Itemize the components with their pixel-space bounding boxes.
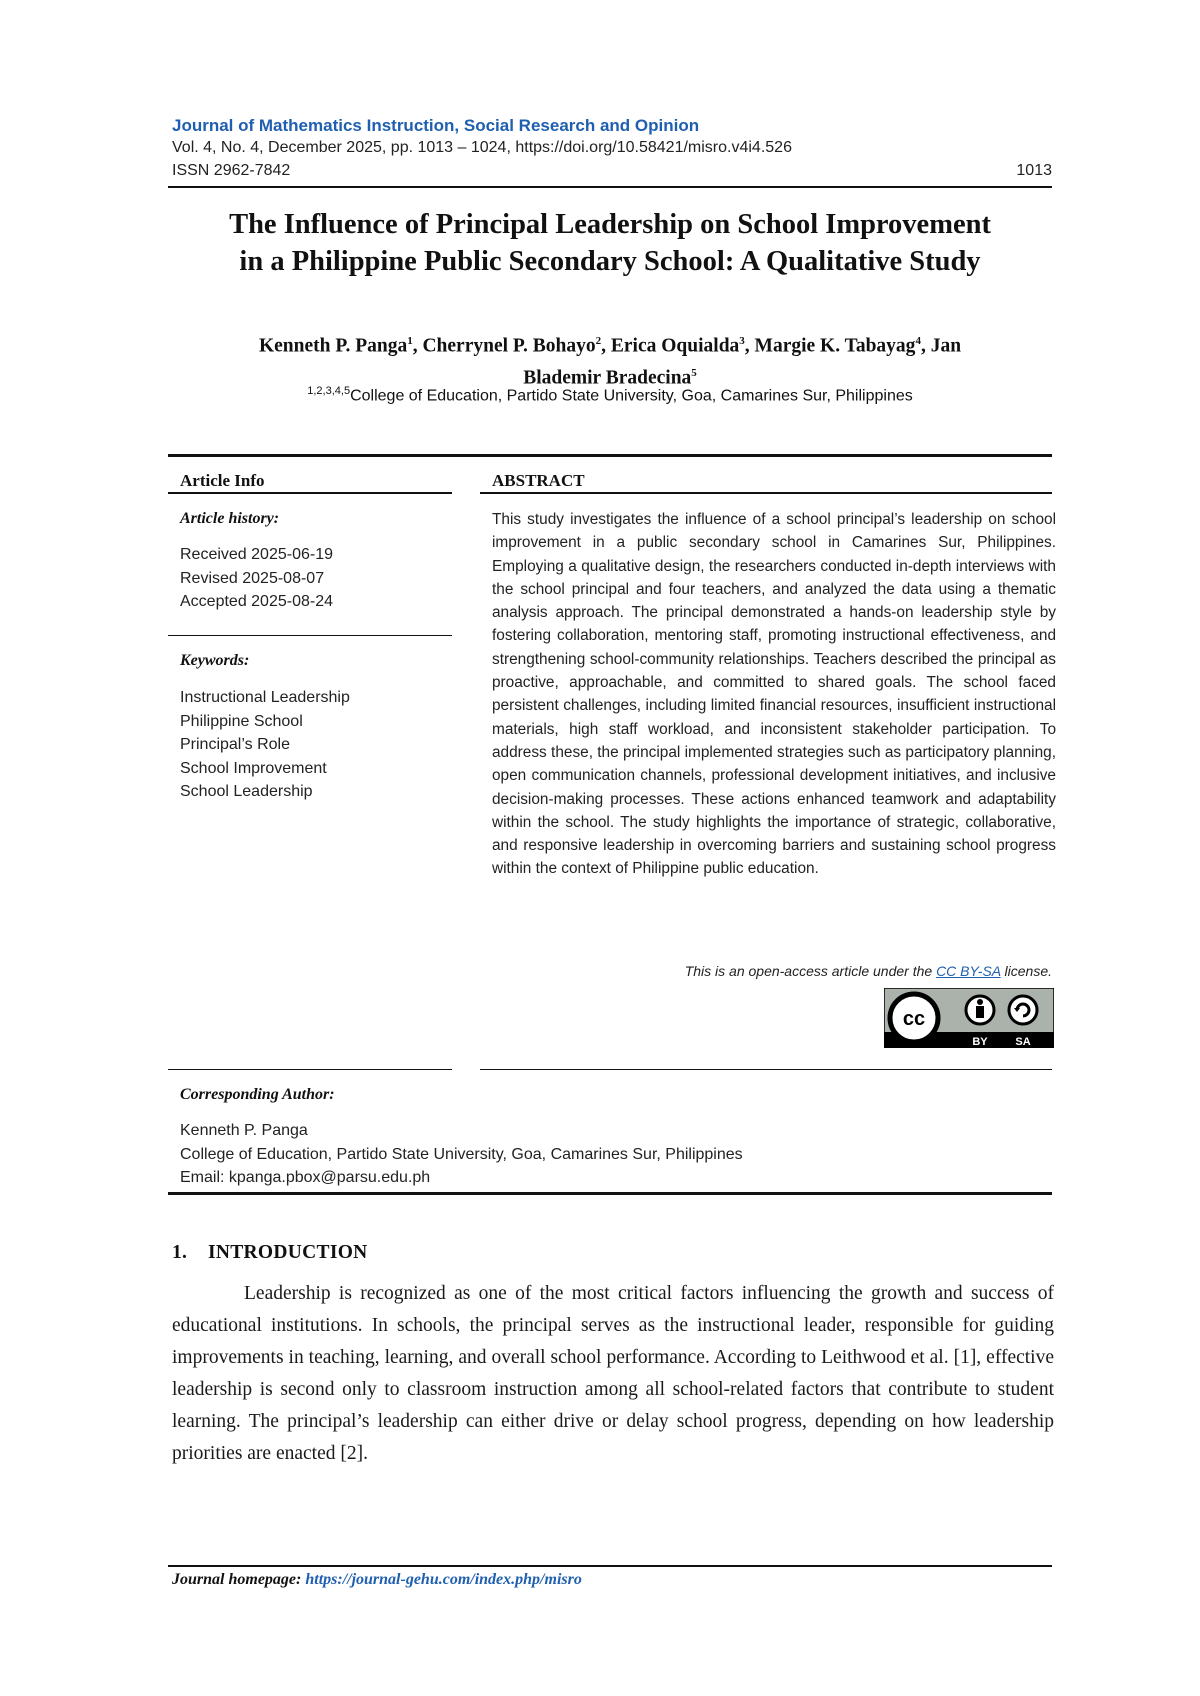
keyword-item: School Leadership xyxy=(180,783,313,800)
abstract-bottom-rule xyxy=(480,1069,1052,1070)
info-box-top-rule xyxy=(168,454,1052,457)
author-name: Kenneth P. Panga xyxy=(258,335,408,357)
accepted-date: Accepted 2025-08-24 xyxy=(180,593,333,610)
by-label: BY xyxy=(972,1036,988,1048)
author-sup: 3 xyxy=(739,335,745,347)
issn: ISSN 2962-7842 xyxy=(172,162,291,179)
title-line-1: The Influence of Principal Leadership on School Improvement xyxy=(229,209,991,240)
license-line xyxy=(685,963,1052,979)
section-number: 1. xyxy=(172,1242,188,1263)
by-icon xyxy=(966,996,994,1024)
affiliation-text: College of Education, Partido State University, Goa, Camarines Sur, Philippines xyxy=(350,387,913,405)
author-name: Blademir Bradecina xyxy=(523,367,692,388)
footer-rule xyxy=(168,1565,1052,1567)
author-list: Kenneth P. Panga$^1$, Cherrynel P. Bohayo$^2$, Erica Oquialda$^3$, Margie K. Tabayag$^4$, Jan Blademir Bradecina$^5$ xyxy=(258,335,962,388)
header-rule xyxy=(168,186,1052,188)
keyword-item: Philippine School xyxy=(180,712,303,730)
journal-name: Journal of Mathematics Instruction, Social Research and Opinion xyxy=(172,116,700,135)
article-dates xyxy=(180,543,333,614)
cc-text: cc xyxy=(902,1008,926,1030)
article-title xyxy=(168,206,1052,280)
keywords-label: Keywords: xyxy=(180,652,250,669)
author-sup: 5 xyxy=(691,366,697,379)
keywords-list xyxy=(180,686,350,804)
revised-date: Revised 2025-08-07 xyxy=(180,569,325,587)
introduction-heading xyxy=(172,1242,368,1264)
sa-label: SA xyxy=(1015,1036,1031,1048)
abstract-text: This study investigates the influence of a school principal’s leadership on school improvement in a public secondary school in Camarines Sur, Philippines. Employing a qualitative design, the researchers conducted in-depth interviews with the school principal and four teachers, and analyzed the data using a thematic analysis approach. The principal demonstrated a hands-on leadership style by fostering collaboration, mentoring staff, promoting instructional effectiveness, and strengthening school-community relationships. Teachers described the principal as proactive, approachable, and committed to shared goals. The school faced persistent challenges, including limited financial resources, insufficient instructional materials, high staff workload, and inconsistent stakeholder participation. To address these, the principal implemented strategies such as participatory planning, open communication channels, professional development initiatives, and inclusive decision-making processes. These actions enhanced teamwork and adaptability within the school. The study highlights the importance of strategic, collaborative, and responsive leadership in overcoming barriers and sustaining school progress within the context of Philippine public education. xyxy=(492,511,1056,878)
volume-line: Vol. 4, No. 4, December 2025, pp. 1013 – 1024, https://doi.org/10.58421/misro.v4i4.526 xyxy=(172,139,792,156)
sa-icon xyxy=(1009,996,1037,1024)
keyword-item: Instructional Leadership xyxy=(180,689,350,706)
keyword-item: Principal’s Role xyxy=(180,736,290,753)
author-name: Erica Oquialda xyxy=(610,335,740,357)
author-sup: 1 xyxy=(407,335,413,347)
license-prefix: This is an open-access article under the xyxy=(684,963,937,979)
received-date: Received 2025-06-19 xyxy=(180,546,333,563)
history-rule xyxy=(168,635,452,636)
author-sup: 4 xyxy=(915,335,921,347)
footer xyxy=(172,1571,582,1589)
page-number: 1013 xyxy=(1016,162,1052,179)
author-name: Cherrynel P. Bohayo xyxy=(422,335,596,357)
title-line-2: in a Philippine Public Secondary School: A Qualitative Study xyxy=(239,246,981,277)
author-sup: 2 xyxy=(595,335,602,347)
license-suffix: license. xyxy=(1000,963,1052,979)
corresponding-label: Corresponding Author: xyxy=(180,1086,335,1103)
article-history-label: Article history: xyxy=(180,510,280,527)
keyword-item: School Improvement xyxy=(180,759,327,777)
abstract-rule xyxy=(480,492,1052,494)
corresponding-details xyxy=(180,1119,743,1190)
license-link[interactable]: CC BY-SA xyxy=(936,963,1001,979)
affiliation xyxy=(168,385,1052,405)
author-name: Jan xyxy=(930,335,962,357)
article-info-heading: Article Info xyxy=(180,471,265,490)
cc-by-sa-badge[interactable] xyxy=(884,988,1054,1048)
section-title: INTRODUCTION xyxy=(207,1242,368,1263)
affiliation-sup: 1,2,3,4,5 xyxy=(307,385,351,397)
author-name: Margie K. Tabayag xyxy=(754,335,916,357)
introduction-paragraph xyxy=(172,1278,1054,1470)
corresponding-affiliation: College of Education, Partido State University, Goa, Camarines Sur, Philippines xyxy=(180,1145,743,1163)
article-info-rule xyxy=(168,492,452,494)
introduction-text: Leadership is recognized as one of the most critical factors influencing the growth and success of educational institutions. In schools, the principal serves as the instructional leader, responsible for guiding improvements in teaching, learning, and overall school performance. According to Leithwood et al. [1], effective leadership is second only to classroom instruction among all school-related factors that contribute to student learning. The principal’s leadership can either drive or delay school progress, depending on how leadership priorities are enacted [2]. xyxy=(172,1283,1054,1464)
journal-homepage-link[interactable]: https://journal-gehu.com/index.php/misro xyxy=(305,1571,582,1588)
corresponding-name: Kenneth P. Panga xyxy=(180,1122,308,1139)
info-box-bottom-rule xyxy=(168,1192,1052,1195)
footer-label: Journal homepage: xyxy=(172,1571,306,1588)
cc-icon xyxy=(890,994,938,1042)
corresponding-email: Email: kpanga.pbox@parsu.edu.ph xyxy=(180,1169,431,1186)
abstract-heading: ABSTRACT xyxy=(492,471,585,490)
article-info-bottom-rule xyxy=(168,1069,452,1070)
